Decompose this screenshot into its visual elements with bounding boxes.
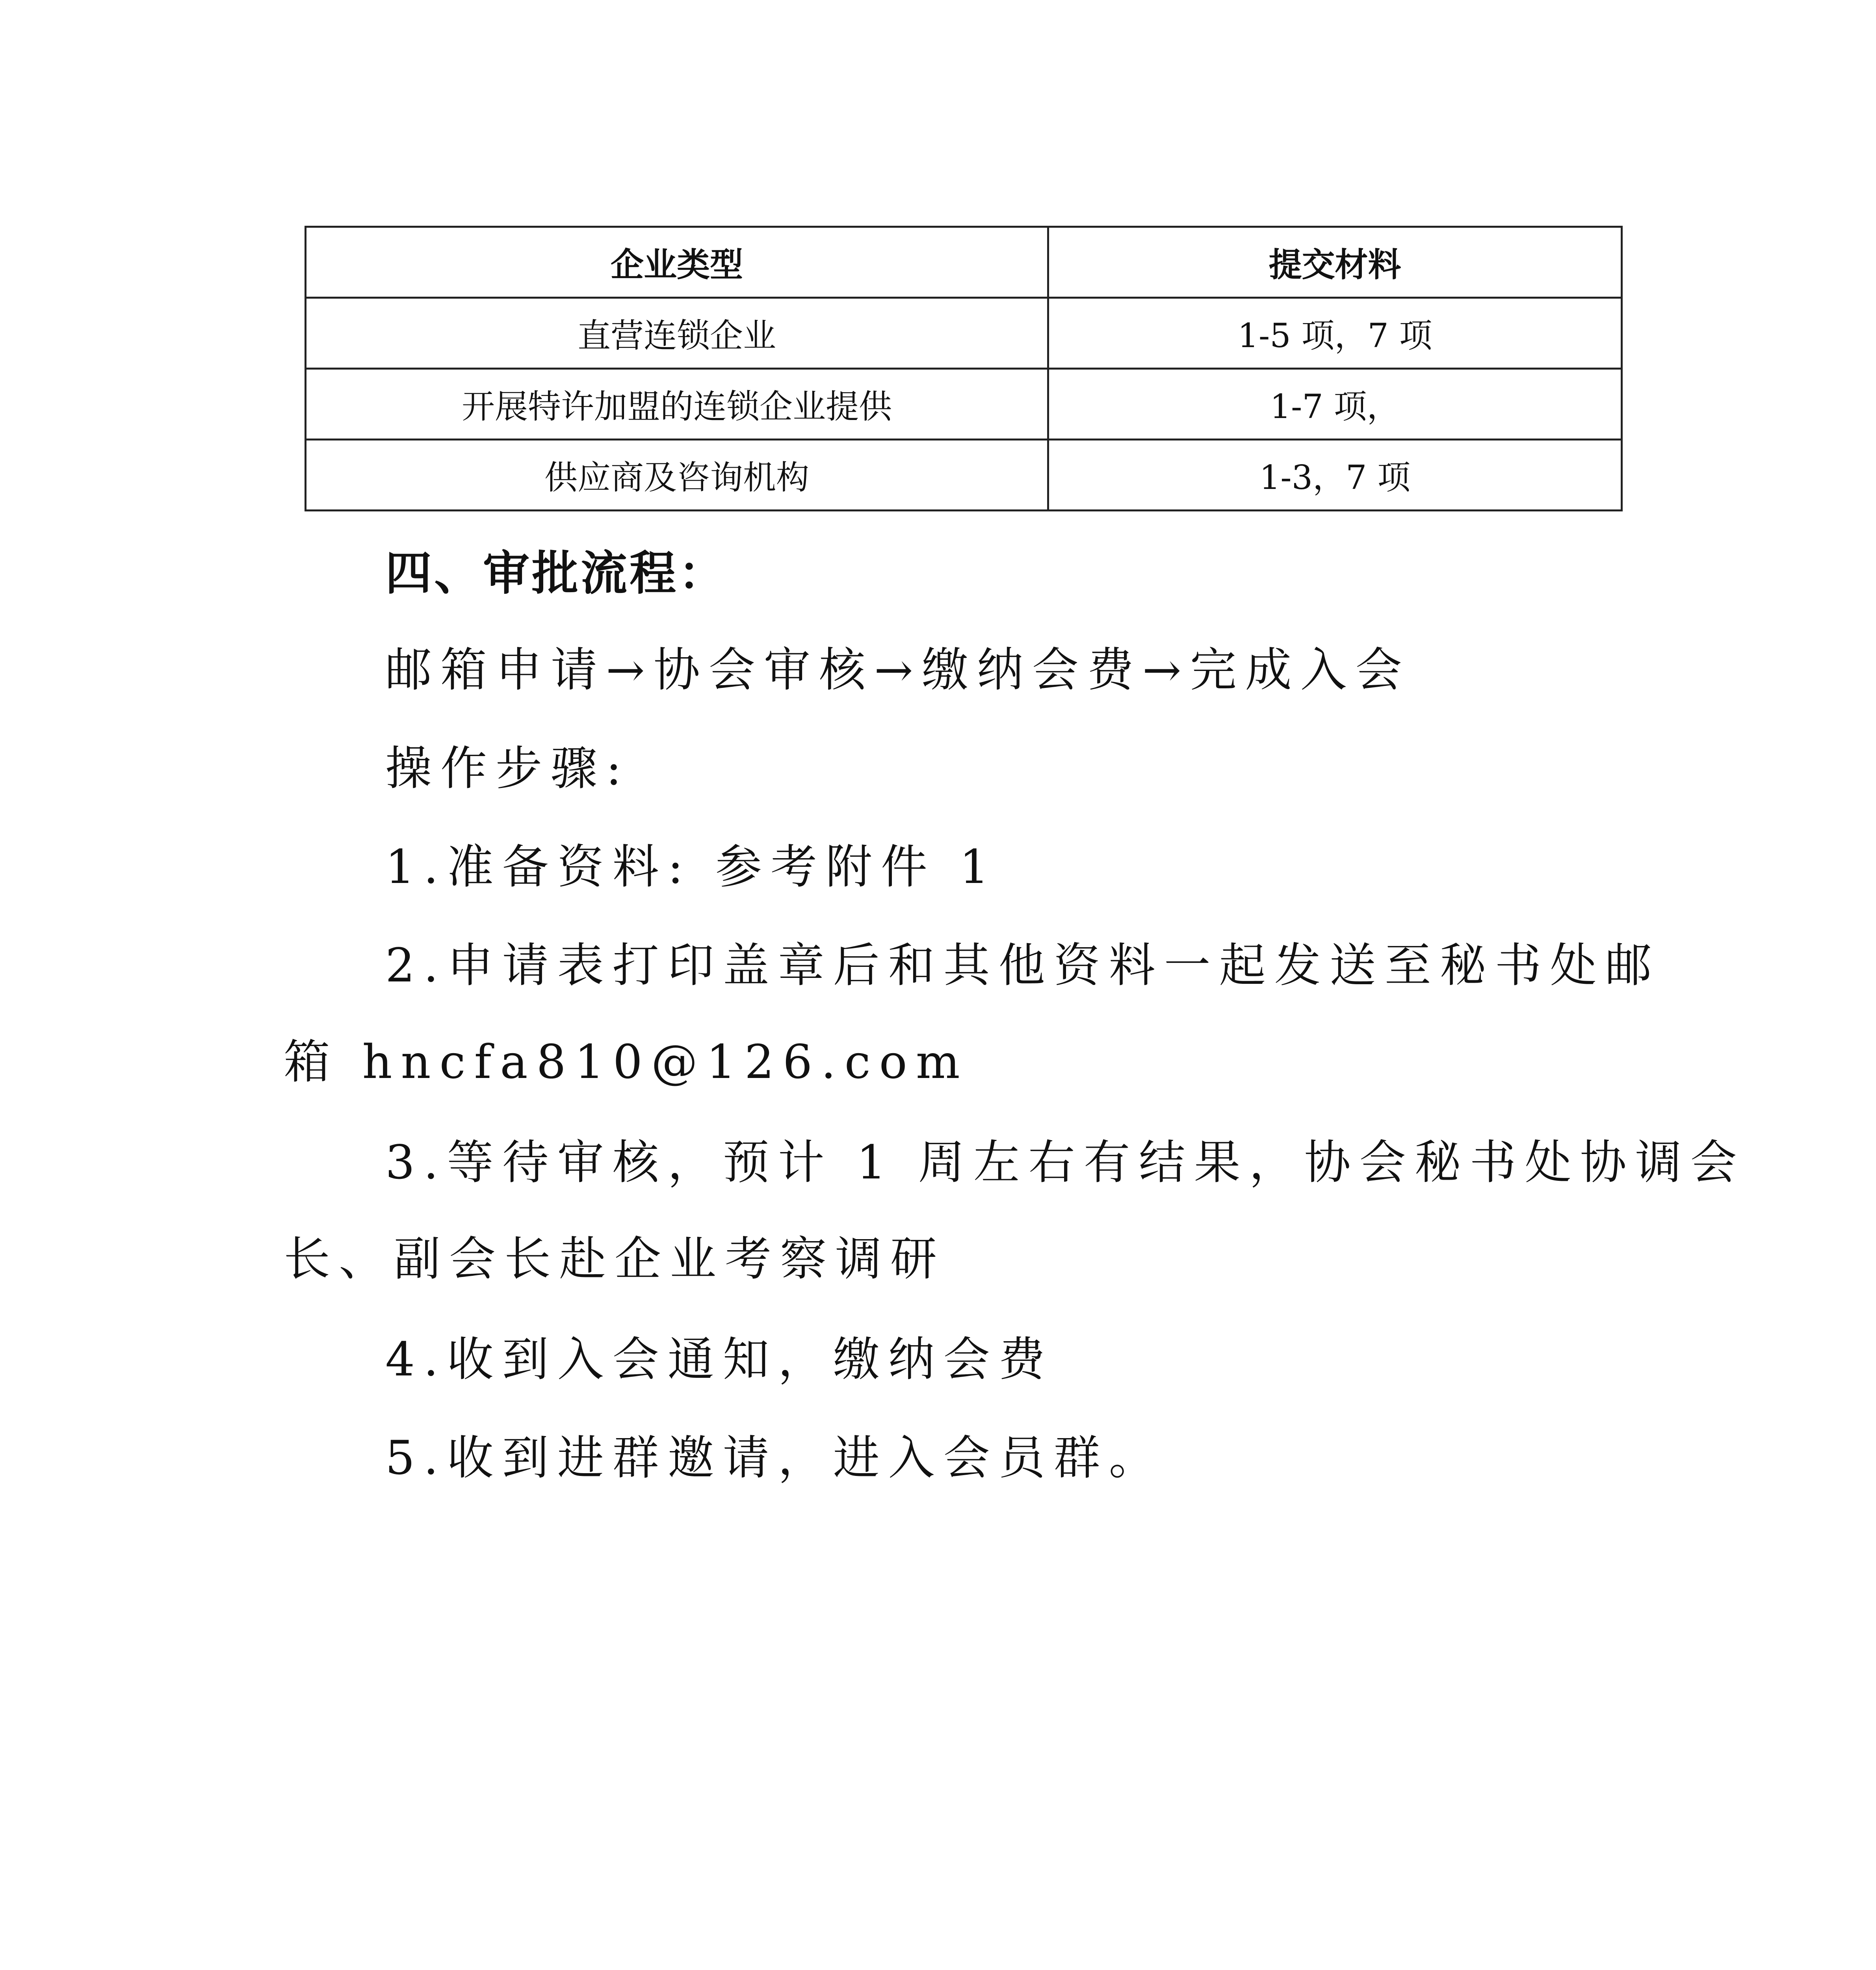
cell-enterprise-type: 开展特许加盟的连锁企业提供: [306, 369, 1048, 440]
table-row: [306, 298, 1622, 369]
step-2-line-2: 箱 hncfa810@126.com: [284, 1035, 969, 1089]
approval-flow: 邮箱申请→协会审核→缴纳会费→完成入会: [385, 643, 1411, 697]
step-2-line-1: 2.申请表打印盖章后和其他资料一起发送至秘书处邮: [385, 938, 1661, 992]
header-materials: 提交材料: [1048, 227, 1622, 298]
section-heading: 四、审批流程：: [385, 546, 728, 600]
table-row: [306, 369, 1622, 440]
cell-enterprise-type: 直营连锁企业: [306, 298, 1048, 369]
cell-materials: 1-7 项，: [1048, 369, 1622, 440]
step-3-line-1: 3.等待审核，预计 1 周左右有结果，协会秘书处协调会: [385, 1135, 1746, 1189]
step-5: 5.收到进群邀请，进入会员群。: [385, 1431, 1164, 1485]
step-4: 4.收到入会通知，缴纳会费: [385, 1332, 1054, 1386]
table-header-row: [306, 227, 1622, 298]
step-3-line-2: 长、副会长赴企业考察调研: [284, 1232, 946, 1286]
cell-materials: 1-5 项，7 项: [1048, 298, 1622, 369]
step-1: 1.准备资料: 参考附件 1: [385, 840, 998, 894]
table-row: [306, 440, 1622, 511]
steps-title: 操作步骤:: [385, 741, 630, 795]
header-enterprise-type: 企业类型: [306, 227, 1048, 298]
cell-materials: 1-3，7 项: [1048, 440, 1622, 511]
cell-enterprise-type: 供应商及咨询机构: [306, 440, 1048, 511]
materials-table: [305, 226, 1623, 511]
